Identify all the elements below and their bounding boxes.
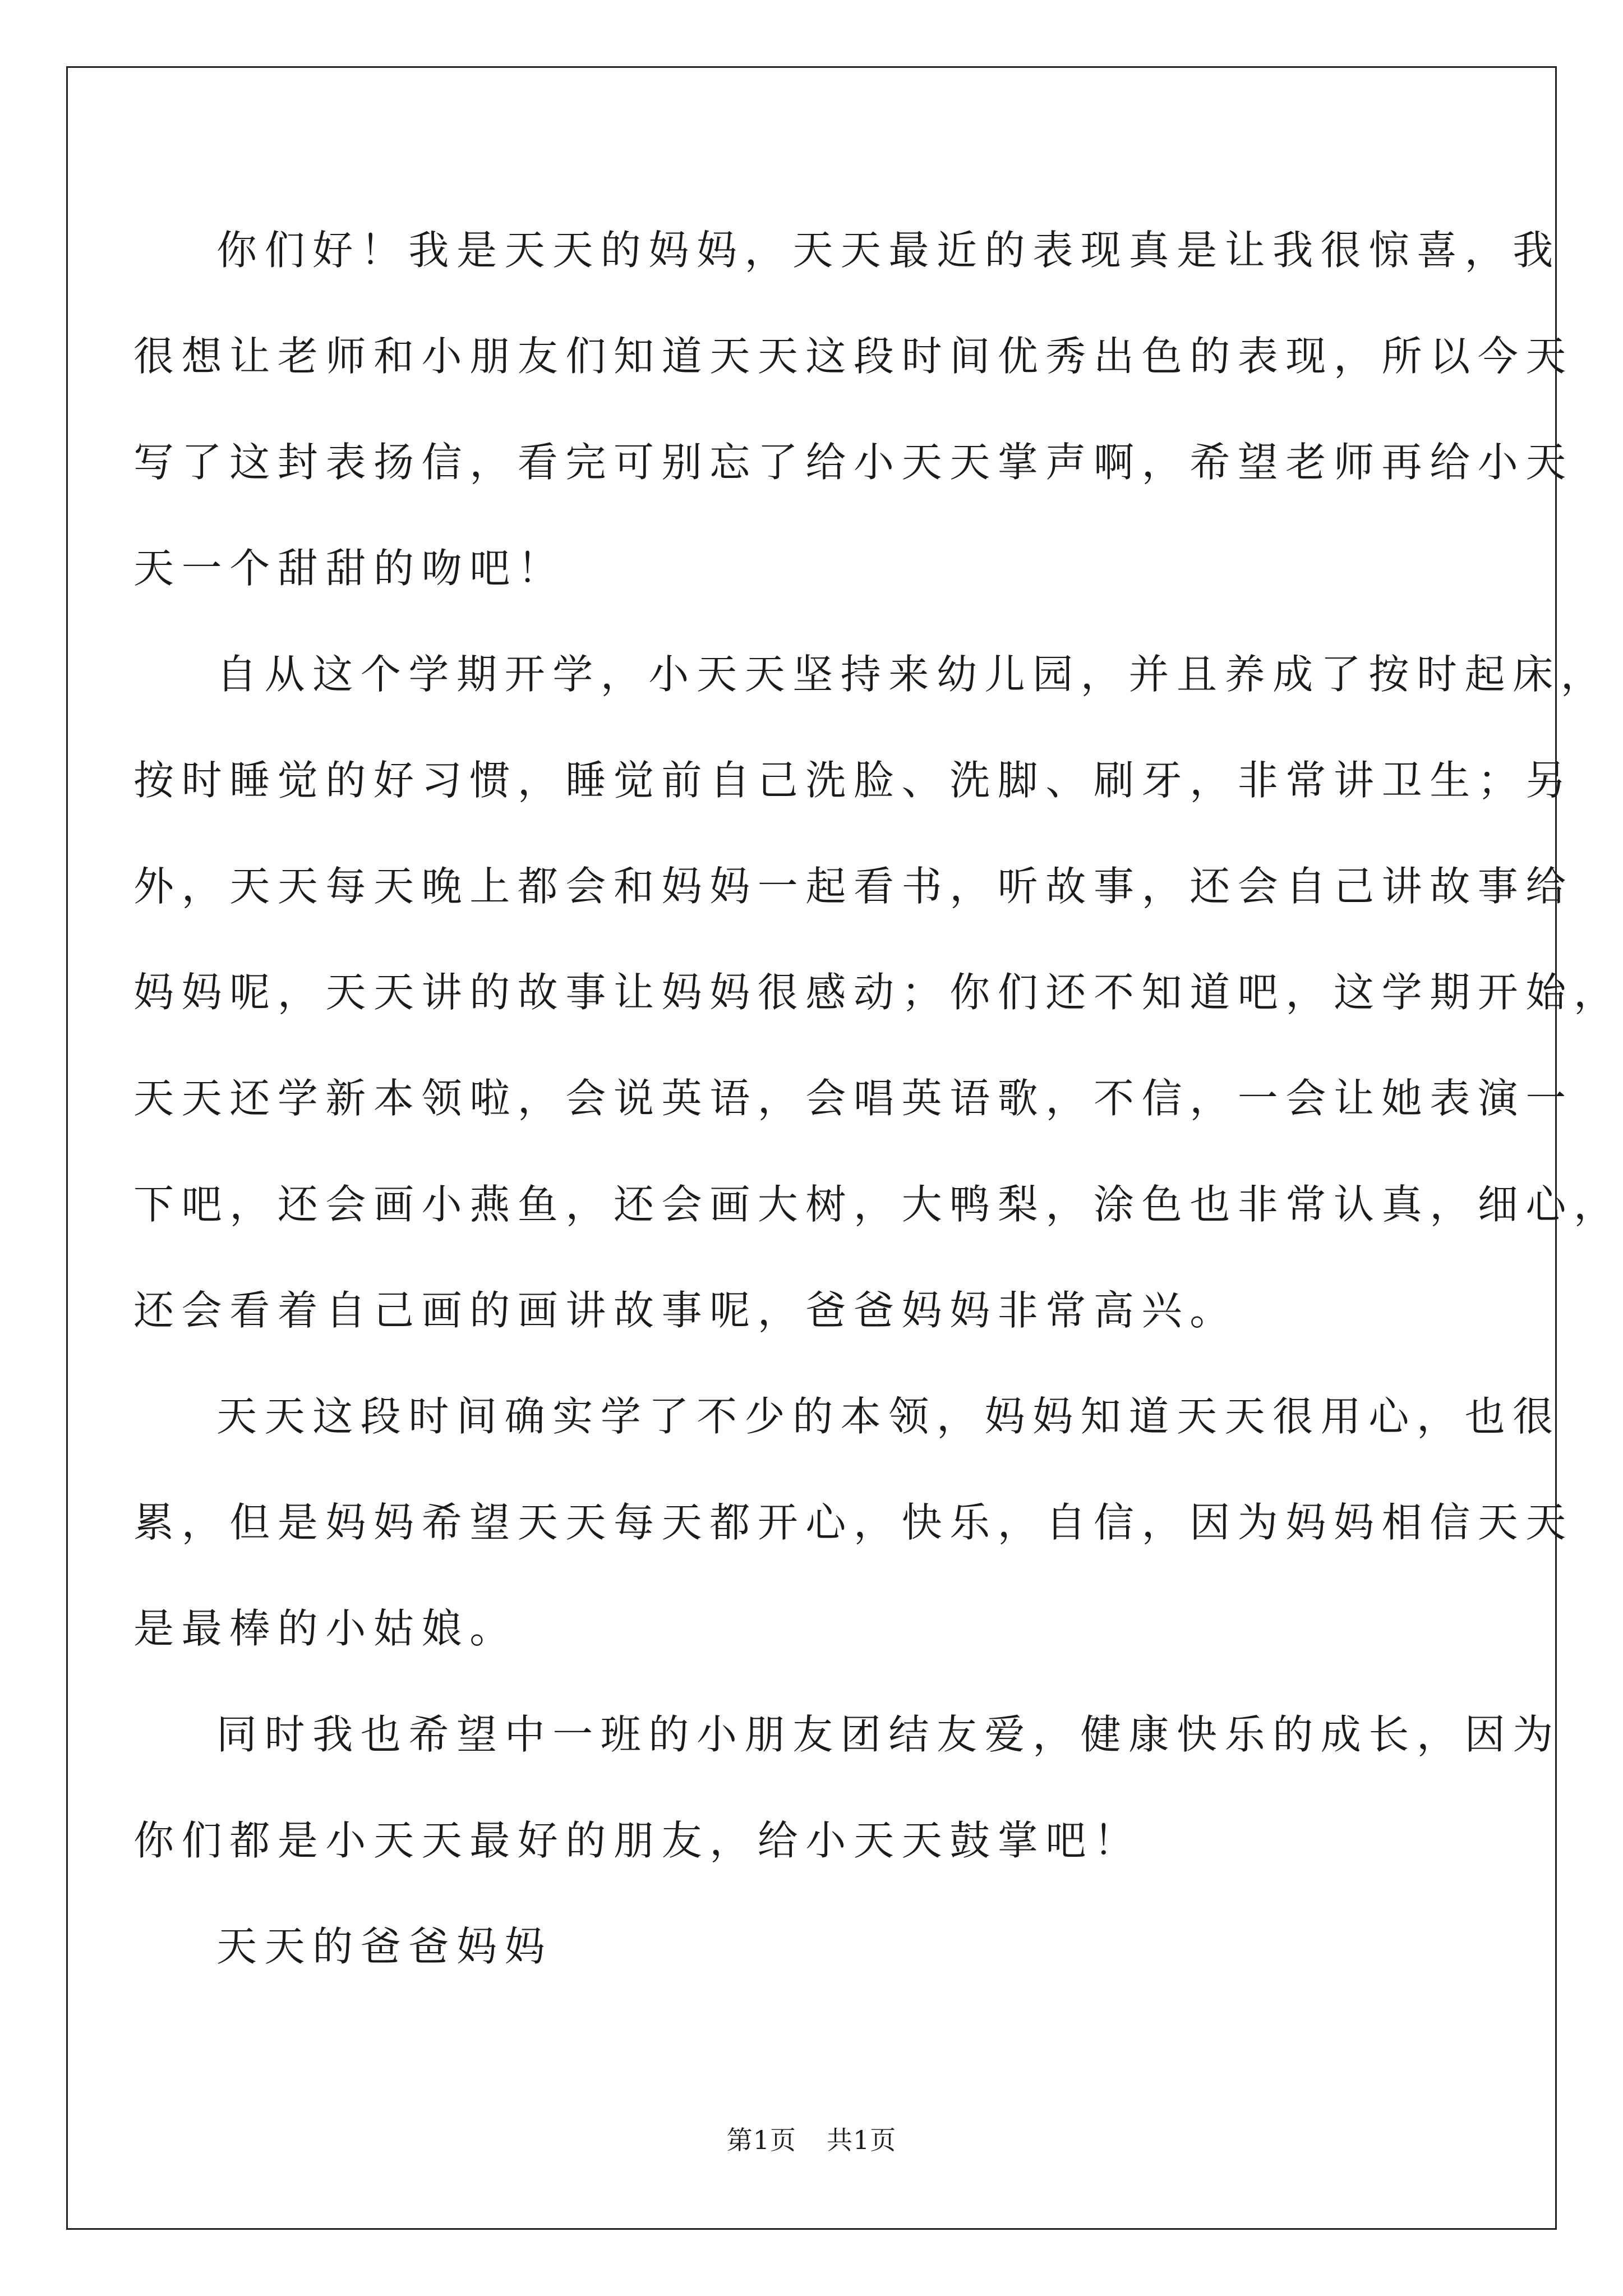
- page-total: 共1页: [827, 2125, 897, 2155]
- paragraph-3-line-2: 累，但是妈妈希望天天每天都开心，快乐，自信，因为妈妈相信天天: [133, 1499, 1574, 1546]
- paragraph-1-line-1: 你们好！我是天天的妈妈，天天最近的表现真是让我很惊喜，我: [216, 227, 1561, 274]
- paragraph-2-line-1: 自从这个学期开学，小天天坚持来幼儿园，并且养成了按时起床，: [216, 651, 1609, 698]
- paragraph-2-line-5: 天天还学新本领啦，会说英语，会唱英语歌，不信，一会让她表演一: [133, 1075, 1574, 1122]
- paragraph-3-line-1: 天天这段时间确实学了不少的本领，妈妈知道天天很用心，也很: [216, 1393, 1561, 1440]
- paragraph-3-line-3: 是最棒的小姑娘。: [133, 1605, 518, 1652]
- paragraph-1-line-2: 很想让老师和小朋友们知道天天这段时间优秀出色的表现，所以今天: [133, 333, 1574, 380]
- paragraph-1-line-3: 写了这封表扬信，看完可别忘了给小天天掌声啊，希望老师再给小天: [133, 439, 1574, 486]
- paragraph-1-line-4: 天一个甜甜的吻吧！: [133, 545, 566, 592]
- page-footer: [0, 2123, 1623, 2157]
- page-number: 第1页: [726, 2125, 796, 2155]
- paragraph-2-line-2: 按时睡觉的好习惯，睡觉前自己洗脸、洗脚、刷牙，非常讲卫生；另: [133, 757, 1574, 804]
- page-border: [66, 66, 1557, 2230]
- paragraph-2-line-3: 外，天天每天晚上都会和妈妈一起看书，听故事，还会自己讲故事给: [133, 863, 1574, 910]
- paragraph-2-line-4: 妈妈呢，天天讲的故事让妈妈很感动；你们还不知道吧，这学期开始，: [133, 969, 1622, 1016]
- paragraph-2-line-6: 下吧，还会画小燕鱼，还会画大树，大鸭梨，涂色也非常认真，细心，: [133, 1181, 1622, 1228]
- paragraph-4-line-1: 同时我也希望中一班的小朋友团结友爱，健康快乐的成长，因为: [216, 1711, 1561, 1758]
- signature: 天天的爸爸妈妈: [216, 1923, 553, 1970]
- paragraph-2-line-7: 还会看着自己画的画讲故事呢，爸爸妈妈非常高兴。: [133, 1287, 1238, 1334]
- paragraph-4-line-2: 你们都是小天天最好的朋友，给小天天鼓掌吧！: [133, 1817, 1142, 1864]
